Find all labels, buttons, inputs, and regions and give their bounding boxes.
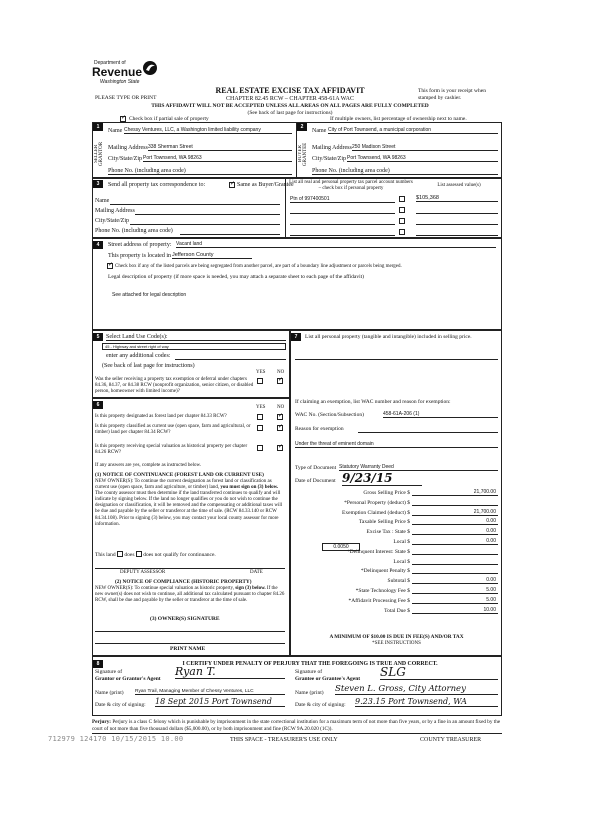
land-use-see-back: (See back of last page for instructions) [102, 363, 195, 369]
grantor-signature[interactable]: Ryan T. [175, 665, 285, 679]
seller-grantor-label: SELLER GRANTOR [94, 141, 104, 167]
deputy-date-label: DATE [250, 570, 263, 575]
section-6-number: 6 [93, 401, 103, 409]
treasurer-space: THIS SPACE - TREASURER'S USE ONLY [230, 737, 338, 743]
personal-prop-label: List all personal property (tangible and intangible) included in selling price. [305, 334, 472, 340]
form-see-back: (See back of last page for instructions) [247, 110, 333, 116]
section-4-number: 4 [93, 241, 103, 249]
personal-prop-checkbox-3[interactable] [399, 218, 405, 224]
grantor-name-label: Name (print) [95, 690, 124, 696]
legal-field[interactable]: See attached for legal description [112, 292, 187, 298]
fee-row-label: Gross Selling Price $ [363, 490, 410, 496]
continuance-body-c: The county assessor must then determine if the land transferred continues to qualify and will indicate by signing below. If the land no longer qualifies or you do not wish to continue the designation or classification, it will be removed and the compensating or additional taxes will be due and payable by the seller or transferor at the time of sale. (RCW 84.33.140 or RCW 84.34.108). Prior to signing (3) below, you may contact your local county assessor for more information. [95, 491, 283, 527]
parcel-field-2[interactable] [290, 207, 395, 214]
reason-field[interactable]: Under the threat of eminent domain [295, 441, 498, 448]
additional-codes-field[interactable] [175, 353, 286, 360]
complete-note: If any answers are yes, complete as instructed below. [95, 463, 202, 468]
fee-row-label: *Delinquent Penalty $ [360, 568, 410, 575]
seller-city-label: City/State/Zip [108, 156, 142, 162]
grantor-name-field[interactable]: Ryan Trail, Managing Member of Chessy Ventures, LLC [135, 689, 285, 695]
fee-row-value[interactable]: 0.00 [412, 528, 498, 535]
same-as-buyer-label: Same as Buyer/Grantee [237, 182, 294, 188]
grantor-agent-label: Grantor or Grantor's Agent [95, 676, 161, 682]
does-not-label: does not [143, 552, 162, 558]
assessed-field-2[interactable] [416, 207, 498, 214]
fee-row-label: *Affidavit Processing Fee $ [348, 597, 410, 604]
legal-label: Legal description of property (if more space is needed, you may attach a separate sheet to each page of the affidavit) [108, 274, 364, 280]
fee-row-value[interactable]: 0.00 [412, 518, 498, 525]
land-qualify-text: This land [95, 552, 116, 558]
recording-stamp: 712979 124170 10/15/2015 10.00 [48, 735, 184, 743]
dept-line: Department of [94, 60, 126, 66]
seller-phone-label: Phone No. (including area code) [108, 168, 292, 175]
perjury-notice [92, 719, 502, 732]
fee-row-value[interactable]: 0.00 [412, 538, 498, 545]
corr-mailing-field[interactable] [135, 208, 280, 215]
section-4-box [92, 238, 502, 330]
exemption-yes-checkbox[interactable] [257, 378, 263, 384]
fee-row-value[interactable] [412, 567, 498, 574]
does-label: does [124, 552, 135, 558]
segregated-checkbox[interactable] [107, 263, 113, 269]
fee-row-label: Total Due $ [384, 607, 410, 614]
fee-row-value[interactable] [412, 499, 498, 506]
forest-question: Is this property designated as forest land per chapter 84.33 RCW? [95, 414, 227, 419]
minimum-note: A MINIMUM OF $10.00 IS DUE IN FEE(S) AND/OR TAX [329, 634, 464, 640]
owner-sig-label: (3) OWNER(S) SIGNATURE [150, 616, 220, 622]
compliance-body-b: sign (3) below. [235, 586, 266, 591]
form-chapter: CHAPTER 82.45 RCW – CHAPTER 458-61A WAC [226, 96, 354, 102]
personal-prop-checkbox-2[interactable] [399, 207, 405, 213]
current-use-yes-checkbox[interactable] [257, 425, 263, 431]
wac-label: WAC No. (Section/Subsection) [295, 412, 364, 418]
print-hint: PLEASE TYPE OR PRINT [95, 95, 157, 101]
assessed-field-3[interactable] [416, 218, 498, 225]
forest-no-checkbox[interactable] [277, 414, 283, 420]
corr-city-label: City/State/Zip [95, 218, 129, 224]
additional-codes-label: enter any additional codes: [106, 353, 171, 359]
fee-row-label: Local $ [393, 558, 410, 565]
compliance-title: (2) NOTICE OF COMPLIANCE (HISTORIC PROPERTY) [115, 579, 252, 585]
historic-yes-checkbox[interactable] [257, 445, 263, 451]
buyer-grantee-label: BUYER GRANTEE [298, 142, 308, 166]
continuance-body-b: you must sign on (3) below. [220, 485, 279, 491]
corr-mailing-label: Mailing Address [95, 208, 135, 214]
doc-date-field[interactable]: 9/23/15 [342, 471, 422, 486]
dept-name: Revenue [92, 65, 143, 79]
corr-name-label: Name [95, 198, 110, 204]
dept-state: Washington State [100, 79, 140, 85]
fee-row-label: Subtotal $ [387, 578, 410, 585]
compliance-body [95, 586, 285, 604]
fee-row-value[interactable]: 21,700.00 [412, 509, 498, 516]
historic-no-checkbox[interactable] [277, 445, 283, 451]
buyer-mailing-field[interactable]: 250 Madison Street [352, 144, 498, 151]
grantee-date-field[interactable]: 9.23.15 Port Townsend, WA [355, 697, 498, 707]
grantee-name-label: Name (print) [295, 690, 324, 696]
seller-name-label: Name [108, 128, 123, 134]
form-title: REAL ESTATE EXCISE TAX AFFIDAVIT [215, 86, 365, 95]
land-qualify-line [95, 550, 285, 558]
buyer-mailing-label: Mailing Address [312, 145, 352, 151]
deputy-label: DEPUTY ASSESSOR [120, 570, 166, 575]
does-checkbox[interactable] [117, 551, 123, 557]
continuance-body [95, 479, 285, 528]
corr-phone-field[interactable] [180, 228, 280, 235]
sec5-no-header: NO [277, 370, 285, 375]
multiple-owners-note: If multiple owners, list percentage of ownership next to name. [330, 116, 500, 123]
revenue-logo [92, 60, 162, 92]
reason-field-1[interactable] [358, 426, 498, 433]
segregated-label: Check box if any of the listed parcels are being segregated from another parcel, are part of a boundary line adjustment or parcels being merged. [115, 264, 402, 269]
buyer-phone-label: Phone No. (including area code) [312, 168, 498, 175]
logo-swoosh-icon [142, 60, 158, 76]
exemption-question: Was the seller receiving a property tax exemption or deferral under chapters 84.36, 84.37, or 84.38 RCW (nonprofit organization, senior citizen, or disabled person, homeowner with limited income)? [95, 377, 254, 394]
sec6-yes-header: YES [256, 405, 266, 410]
owner-sig-line[interactable] [95, 624, 285, 632]
same-as-buyer-checkbox[interactable] [229, 182, 235, 188]
buyer-name-label: Name [312, 128, 327, 134]
assessed-header: List assessed value(s) [437, 183, 481, 188]
grantor-sig-label: Signature of [95, 669, 123, 675]
section-3-number: 3 [93, 180, 103, 188]
fee-row-label: Excise Tax : State $ [366, 529, 410, 536]
doc-date-label: Date of Document [295, 478, 336, 484]
send-to-label: Send all property tax correspondence to: [108, 182, 206, 188]
certify-statement: I CERTIFY UNDER PENALTY OF PERJURY THAT THE FOREGOING IS TRUE AND CORRECT. [182, 661, 438, 667]
buyer-city-field[interactable]: Port Townsend, WA 98263 [347, 155, 498, 162]
local-rate-field[interactable]: 0.0050 [322, 543, 360, 551]
fee-row-label: Exemption Claimed (deduct) $ [342, 509, 410, 516]
historic-question: Is this property receiving special valuation as historical property per chapter 84.26 RCW? [95, 444, 248, 455]
form-warning: THIS AFFIDAVIT WILL NOT BE ACCEPTED UNLESS ALL AREAS ON ALL PAGES ARE FULLY COMPLETED [151, 103, 429, 109]
qualify-label: qualify for continuance. [163, 552, 216, 558]
forest-yes-checkbox[interactable] [257, 414, 263, 420]
reason-label: Reason for exemption [295, 426, 344, 432]
grantee-date-label: Date & city of signing: [295, 702, 346, 708]
fee-row-value[interactable]: 5.00 [412, 597, 498, 604]
section-5-number: 5 [93, 333, 103, 341]
sec6-no-header: NO [277, 405, 285, 410]
see-instructions: *SEE INSTRUCTIONS [372, 641, 421, 646]
corr-name-field[interactable] [110, 198, 280, 205]
print-name-label: PRINT NAME [170, 646, 206, 652]
perjury-title: Perjury: [92, 719, 112, 725]
compliance-body-c: If the new owner(s) does not wish to continue, all additional tax calculated pursuant to chapter 84.26 RCW, shall be due and payable by the seller or transferor at the time of sale. [95, 586, 285, 604]
fee-row-label: *Personal Property (deduct) $ [344, 499, 410, 506]
fee-row-value[interactable] [412, 548, 498, 555]
does-not-checkbox[interactable] [136, 551, 142, 557]
grantee-signature[interactable]: SLG [380, 665, 498, 680]
seller-mailing-label: Mailing Address [108, 145, 148, 151]
grantee-agent-label: Grantee or Grantee's Agent [295, 676, 361, 682]
fee-row-label: Local $ [393, 539, 410, 545]
seller-city-field[interactable]: Port Townsend, WA 98263 [143, 155, 292, 162]
receipt-note: This form is your receipt when stamped by cashier. [418, 88, 486, 101]
buyer-city-label: City/State/Zip [312, 156, 346, 162]
wac-field[interactable]: 458-61A-206 (1) [383, 411, 498, 418]
current-use-question: Is this property classified as current use (open space, farm and agricultural, or timber) land per chapter 84.34 RCW? [95, 424, 251, 435]
sec5-yes-header: YES [256, 370, 266, 375]
grantor-date-field[interactable]: 18 Sept 2015 Port Townsend [155, 697, 285, 707]
exemption-intro: If claiming an exemption, list WAC number and reason for exemption: [295, 399, 451, 405]
corr-phone-label: Phone No. (including area code) [95, 228, 173, 234]
grantee-sig-label: Signature of [295, 669, 323, 675]
deputy-sig-line[interactable] [95, 561, 285, 569]
land-use-select[interactable]: 45 - Highway and street right of way [102, 343, 286, 350]
compliance-body-a: NEW OWNER(S): To continue special valuation as historic property, [95, 586, 234, 591]
partial-sale-label: Check box if partial sale of property [129, 116, 264, 123]
perjury-text: Perjury is a class C felony which is punishable by imprisonment in the state correctional institution for a maximum term of not more than five years, or by a fine in an amount fixed by the court of not more than five thousand dollars ($5,000.00), or by both imprisonment and fine (RCW 9A.20.020 (1C)). [92, 719, 501, 732]
fee-row-value[interactable]: 5.00 [412, 587, 498, 594]
fee-row-value[interactable]: 0.00 [412, 577, 498, 584]
grantee-name-field[interactable]: Steven L. Gross, City Attorney [335, 684, 498, 695]
located-field[interactable]: Jefferson County [172, 252, 252, 259]
parcel-field-1[interactable]: Ptn of 997400501 [290, 196, 395, 203]
fee-row-value[interactable] [412, 558, 498, 565]
located-label: This property is located in [108, 253, 171, 259]
continuance-title: (1) NOTICE OF CONTINUANCE (FOREST LAND OR CURRENT USE) [95, 472, 264, 478]
corr-city-field[interactable] [130, 218, 280, 225]
fee-row-label: Taxable Selling Price $ [358, 519, 410, 526]
exemption-no-checkbox[interactable] [277, 378, 283, 384]
assessed-field-1[interactable]: $105,368 [416, 195, 498, 202]
assessed-field-4[interactable] [416, 229, 498, 236]
section-7-number: 7 [291, 333, 301, 341]
personal-prop-field[interactable] [295, 352, 498, 360]
current-use-no-checkbox[interactable] [277, 425, 283, 431]
fee-row-label: *Delinquent Interest: State $ [346, 548, 410, 555]
continuance-body-a: NEW OWNER(S): To continue the current designation as forest land or classification as current use (open space, farm and agriculture, or timber) land, [95, 479, 272, 491]
parcel-field-4[interactable] [290, 229, 395, 236]
section-1-number: 1 [93, 123, 103, 131]
treasurer-line [92, 733, 502, 734]
section-8-number: 8 [93, 660, 103, 668]
personal-prop-checkbox-4[interactable] [399, 229, 405, 235]
street-field[interactable]: Vacant land [176, 241, 496, 248]
parcel-field-3[interactable] [290, 218, 395, 225]
land-use-label: Select Land Use Code(s): [106, 334, 286, 341]
grantor-date-label: Date & city of signing: [95, 702, 146, 708]
buyer-name-field[interactable]: City of Port Townsend, a municipal corporation [328, 127, 498, 134]
seller-mailing-field[interactable]: 338 Sherman Street [148, 144, 292, 151]
doc-type-label: Type of Document [295, 465, 337, 471]
fee-row-value[interactable]: 21,700.00 [412, 489, 498, 496]
section-2-number: 2 [297, 123, 307, 131]
street-label: Street address of property: [108, 242, 172, 248]
print-name-line[interactable] [95, 636, 285, 644]
fee-row-value[interactable]: 10.00 [412, 607, 498, 614]
fee-row-label: *State Technology Fee $ [355, 588, 410, 594]
personal-prop-checkbox-1[interactable] [399, 196, 405, 202]
county-treasurer: COUNTY TREASURER [420, 737, 482, 743]
seller-name-field[interactable]: Chessy Ventures, LLC, a Washington limited liability company [124, 127, 292, 134]
doc-type-field[interactable]: Statutory Warranty Deed [339, 464, 498, 471]
parcel-header: List all real and personal property tax parcel account numbers – check box if personal property [289, 180, 413, 191]
